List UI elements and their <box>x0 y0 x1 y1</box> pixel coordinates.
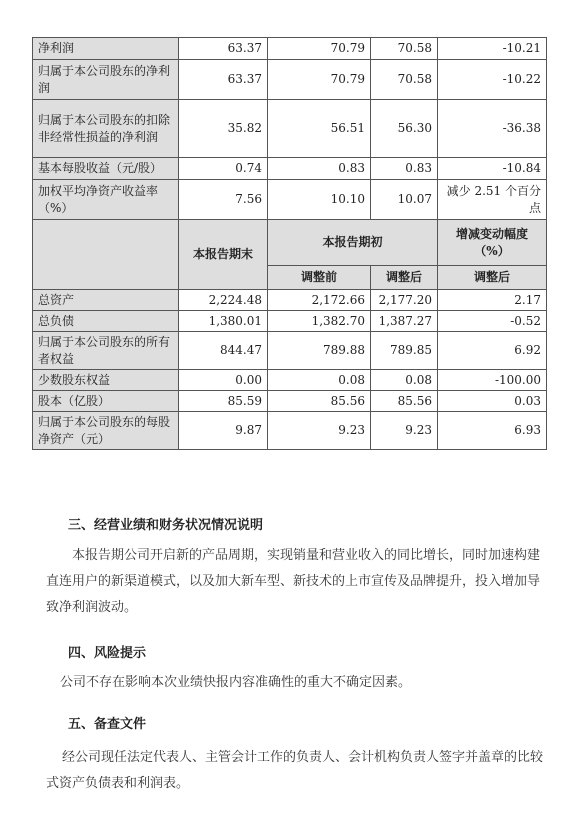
cell-value: 56.51 <box>268 100 371 158</box>
cell-value: 789.88 <box>268 332 371 370</box>
row-label: 股本（亿股） <box>33 391 179 412</box>
section-heading: 三、经营业绩和财务状况情况说明 <box>68 518 264 533</box>
cell-value: 63.37 <box>179 38 268 60</box>
cell-value: 0.00 <box>179 370 268 391</box>
cell-value: 9.87 <box>179 412 268 450</box>
cell-value: 35.82 <box>179 100 268 158</box>
cell-value: 0.03 <box>438 391 547 412</box>
cell-value: 10.10 <box>268 180 371 220</box>
cell-value: -36.38 <box>438 100 547 158</box>
section-paragraph: 本报告期公司开启新的产品周期，实现销量和营业收入的同比增长，同时加速构建直连用户的新渠道模式，以及加大新车型、新技术的上市宣传及品牌提升，投入增加导致净利润波动。 <box>46 548 541 615</box>
table-row <box>33 38 547 60</box>
cell-value: 6.92 <box>438 332 547 370</box>
header-change-after-adjustment: 调整后 <box>438 266 547 290</box>
cell-value: 9.23 <box>371 412 438 450</box>
table-row <box>33 311 547 332</box>
header-end-of-period: 本报告期末 <box>179 220 268 290</box>
cell-value: 56.30 <box>371 100 438 158</box>
cell-value: 85.56 <box>371 391 438 412</box>
cell-value: 减少 2.51 个百分点 <box>438 180 547 220</box>
section-heading: 四、风险提示 <box>68 646 147 661</box>
cell-value: 70.58 <box>371 38 438 60</box>
cell-value: 85.59 <box>179 391 268 412</box>
header-before-adjustment: 调整前 <box>268 266 371 290</box>
financial-table <box>32 37 547 450</box>
table-header-row <box>33 220 547 266</box>
table-row <box>33 60 547 100</box>
cell-value: 0.83 <box>371 158 438 180</box>
cell-value: 0.74 <box>179 158 268 180</box>
cell-value: 2,172.66 <box>268 290 371 311</box>
table-row <box>33 370 547 391</box>
cell-value: 9.23 <box>268 412 371 450</box>
cell-value: 6.93 <box>438 412 547 450</box>
section-paragraph: 经公司现任法定代表人、主管会计工作的负责人、会计机构负责人签字并盖章的比较式资产负债表和利润表。 <box>46 750 544 791</box>
row-label: 净利润 <box>33 38 179 60</box>
cell-value: 1,382.70 <box>268 311 371 332</box>
header-change: 增减变动幅度（%） <box>438 220 547 266</box>
cell-value: 789.85 <box>371 332 438 370</box>
table-row <box>33 332 547 370</box>
cell-value: 63.37 <box>179 60 268 100</box>
cell-value: 85.56 <box>268 391 371 412</box>
table-row <box>33 290 547 311</box>
cell-value: 70.58 <box>371 60 438 100</box>
cell-value: -100.00 <box>438 370 547 391</box>
table-row <box>33 412 547 450</box>
cell-value: 2.17 <box>438 290 547 311</box>
cell-value: 0.83 <box>268 158 371 180</box>
row-label: 总负债 <box>33 311 179 332</box>
header-blank-cell <box>33 220 179 290</box>
cell-value: 7.56 <box>179 180 268 220</box>
section-paragraph: 公司不存在影响本次业绩快报内容准确性的重大不确定因素。 <box>60 675 412 690</box>
header-start-of-period: 本报告期初 <box>268 220 438 266</box>
row-label: 少数股东权益 <box>33 370 179 391</box>
row-label: 归属于本公司股东的扣除非经常性损益的净利润 <box>33 100 179 158</box>
row-label: 基本每股收益（元/股） <box>33 158 179 180</box>
cell-value: 0.08 <box>371 370 438 391</box>
cell-value: 1,380.01 <box>179 311 268 332</box>
cell-value: 844.47 <box>179 332 268 370</box>
cell-value: -10.21 <box>438 38 547 60</box>
row-label: 归属于本公司股东的所有者权益 <box>33 332 179 370</box>
cell-value: 0.08 <box>268 370 371 391</box>
cell-value: 10.07 <box>371 180 438 220</box>
row-label: 总资产 <box>33 290 179 311</box>
section-heading: 五、备查文件 <box>68 717 147 732</box>
cell-value: 2,177.20 <box>371 290 438 311</box>
table-row <box>33 158 547 180</box>
table-row <box>33 100 547 158</box>
header-after-adjustment: 调整后 <box>371 266 438 290</box>
cell-value: -10.84 <box>438 158 547 180</box>
table-row <box>33 391 547 412</box>
cell-value: -10.22 <box>438 60 547 100</box>
table-row <box>33 180 547 220</box>
cell-value: 70.79 <box>268 38 371 60</box>
cell-value: -0.52 <box>438 311 547 332</box>
cell-value: 70.79 <box>268 60 371 100</box>
cell-value: 2,224.48 <box>179 290 268 311</box>
cell-value: 1,387.27 <box>371 311 438 332</box>
row-label: 加权平均净资产收益率（%） <box>33 180 179 220</box>
row-label: 归属于本公司股东的净利润 <box>33 60 179 100</box>
row-label: 归属于本公司股东的每股净资产（元） <box>33 412 179 450</box>
